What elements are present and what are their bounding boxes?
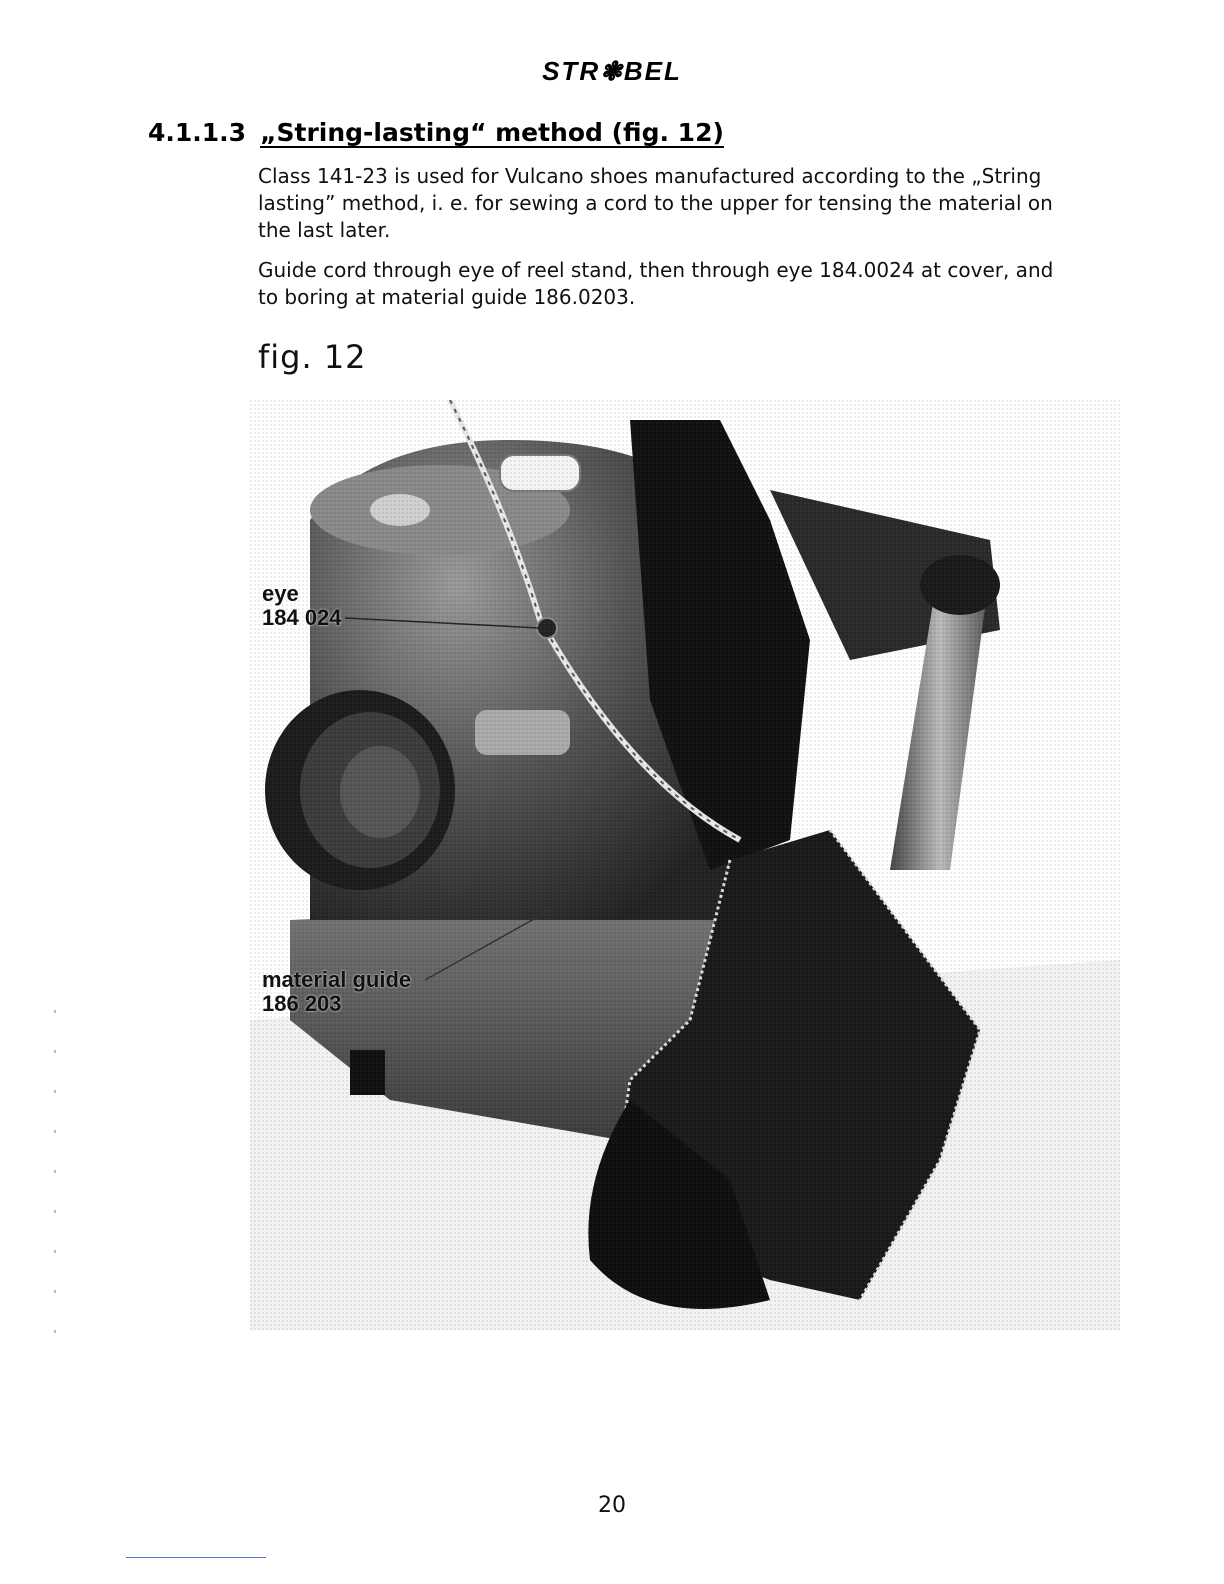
material-guide-callout-number: 186 203: [262, 991, 342, 1016]
brand-logo: STR❃BEL: [542, 56, 682, 86]
figure-label: fig. 12: [258, 338, 367, 376]
eye-callout-number: 184 024: [262, 605, 342, 630]
section-title: „String-lasting“ method (fig. 12): [260, 118, 724, 147]
footer-rule: [126, 1557, 266, 1558]
instruction-paragraph: Guide cord through eye of reel stand, then through eye 184.0024 at cover, and to boring at material guide 186.0203.: [258, 258, 1054, 309]
scan-artifact: [54, 1010, 56, 1370]
section-number: 4.1.1.3: [148, 118, 247, 147]
intro-paragraph: Class 141-23 is used for Vulcano shoes manufactured according to the „String lasting” method, i. e. for sewing a cord to the upper for tensing the material on the last later.: [258, 164, 1053, 242]
eye-callout-label: eye: [262, 581, 299, 606]
material-guide-callout-label: material guide: [262, 967, 412, 992]
sewing-machine-photo: [250, 400, 1120, 1330]
section-heading: [148, 118, 724, 147]
material-guide-callout: [262, 968, 411, 1016]
eye-callout: [262, 582, 342, 630]
page-number: 20: [598, 1493, 626, 1518]
